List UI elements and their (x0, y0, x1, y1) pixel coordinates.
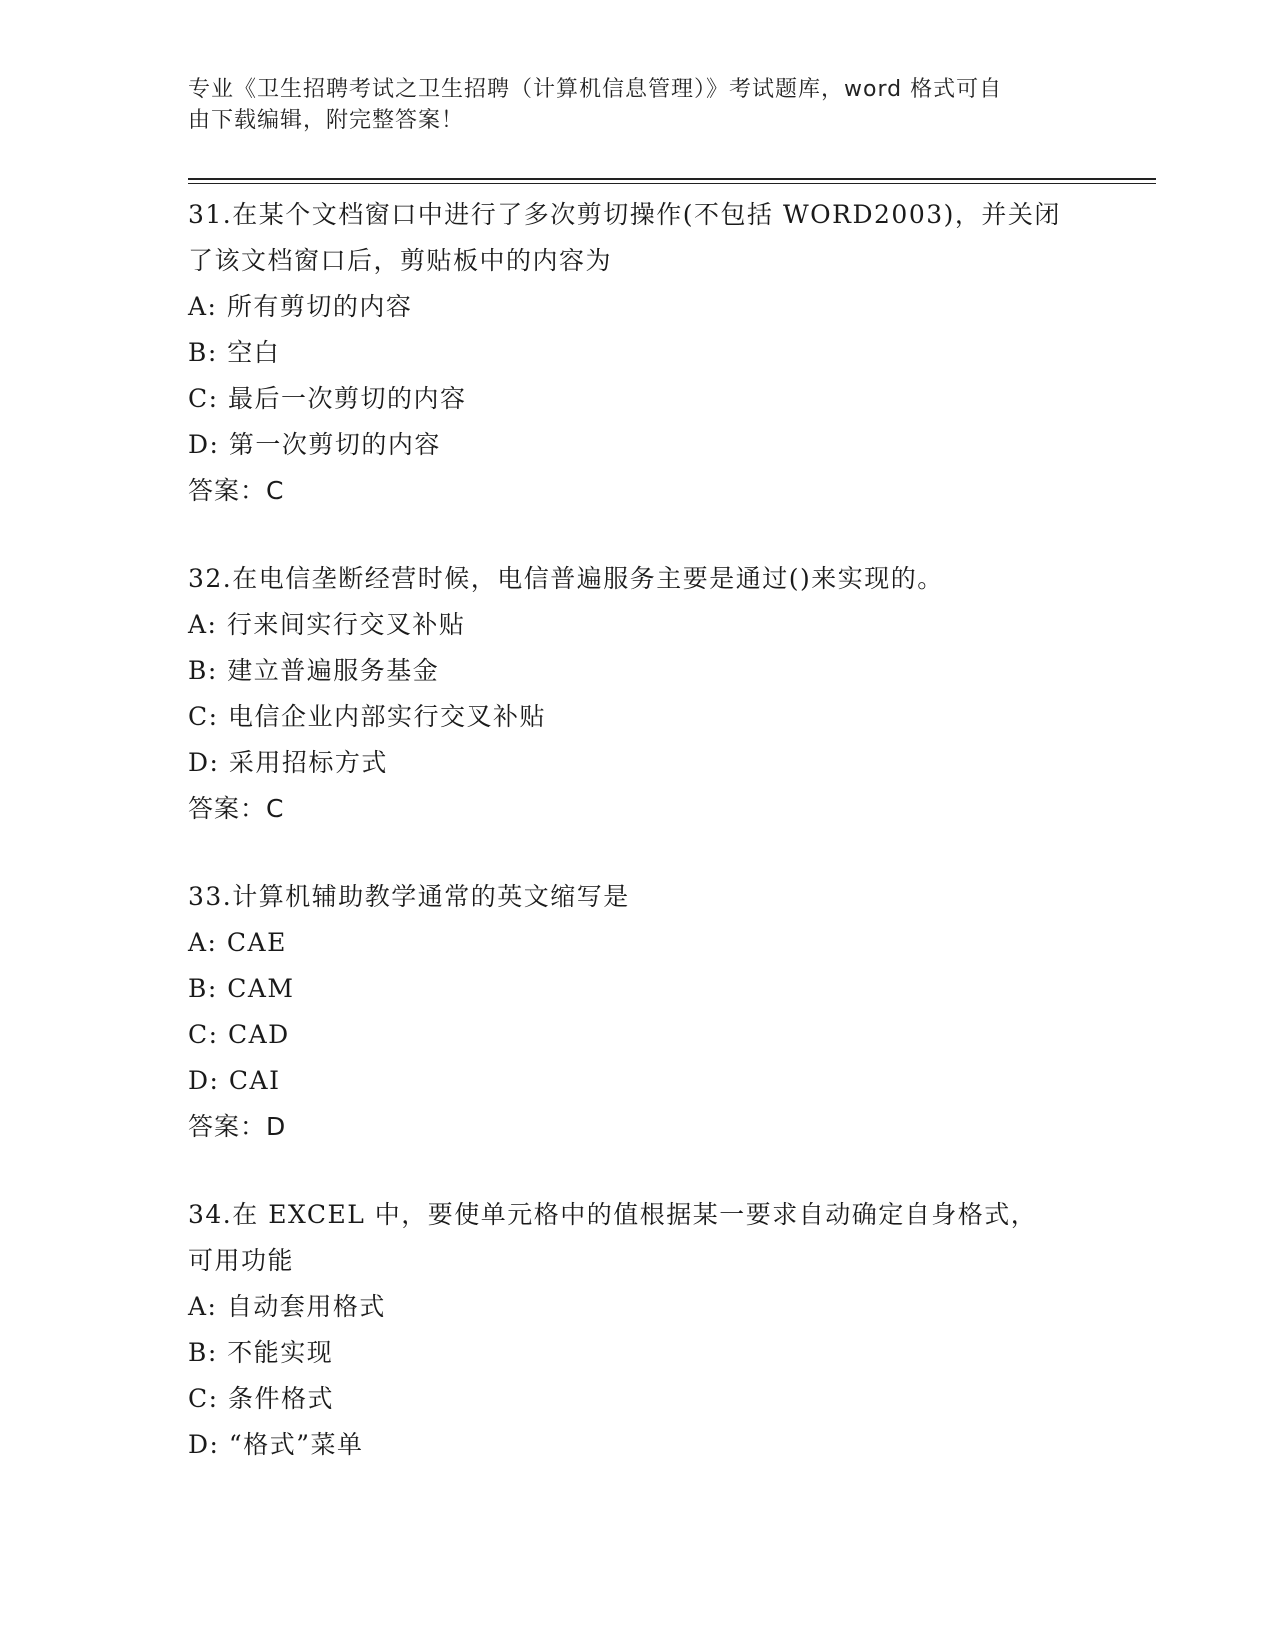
question-stem (188, 192, 1088, 284)
question-31 (188, 192, 1088, 514)
option-b: B: CAM (188, 974, 295, 1003)
option-d: D: 采用招标方式 (188, 748, 388, 777)
option-b: B: 不能实现 (188, 1338, 334, 1367)
option-a: A: 自动套用格式 (188, 1292, 386, 1321)
question-stem-line-2: 可用功能 (188, 1246, 295, 1275)
header-line-2: 由下载编辑，附完整答案！ (188, 108, 465, 133)
question-list (188, 192, 1088, 1510)
answer-line: 答案：D (188, 1112, 287, 1141)
header-divider-thick (188, 178, 1156, 180)
option-d: D: 第一次剪切的内容 (188, 430, 441, 459)
option-c: C: 最后一次剪切的内容 (188, 384, 467, 413)
question-stem-line-2: 了该文档窗口后，剪贴板中的内容为 (188, 246, 613, 275)
document-header (188, 74, 1068, 136)
question-32 (188, 556, 1088, 832)
question-33 (188, 874, 1088, 1150)
question-stem-line-1: 34.在 EXCEL 中，要使单元格中的值根据某一要求自动确定自身格式， (188, 1200, 1038, 1229)
header-line-1: 专业《卫生招聘考试之卫生招聘（计算机信息管理）》考试题库，word 格式可自 (188, 77, 1003, 102)
answer-line: 答案：C (188, 476, 285, 505)
option-a: A: 所有剪切的内容 (188, 292, 413, 321)
question-stem (188, 1192, 1088, 1284)
option-d: D: CAI (188, 1066, 281, 1095)
question-stem: 33.计算机辅助教学通常的英文缩写是 (188, 882, 630, 911)
question-stem: 32.在电信垄断经营时候，电信普遍服务主要是通过()来实现的。 (188, 564, 944, 593)
option-a: A: CAE (188, 928, 287, 957)
question-stem-line-1: 31.在某个文档窗口中进行了多次剪切操作(不包括 WORD2003)，并关闭 (188, 200, 1061, 229)
answer-line: 答案：C (188, 794, 285, 823)
option-a: A: 行来间实行交叉补贴 (188, 610, 466, 639)
option-d: D: “格式”菜单 (188, 1430, 364, 1459)
question-34 (188, 1192, 1088, 1468)
header-divider-thin (188, 183, 1156, 184)
option-b: B: 空白 (188, 338, 281, 367)
option-c: C: 电信企业内部实行交叉补贴 (188, 702, 546, 731)
option-c: C: CAD (188, 1020, 290, 1049)
option-b: B: 建立普遍服务基金 (188, 656, 440, 685)
option-c: C: 条件格式 (188, 1384, 334, 1413)
